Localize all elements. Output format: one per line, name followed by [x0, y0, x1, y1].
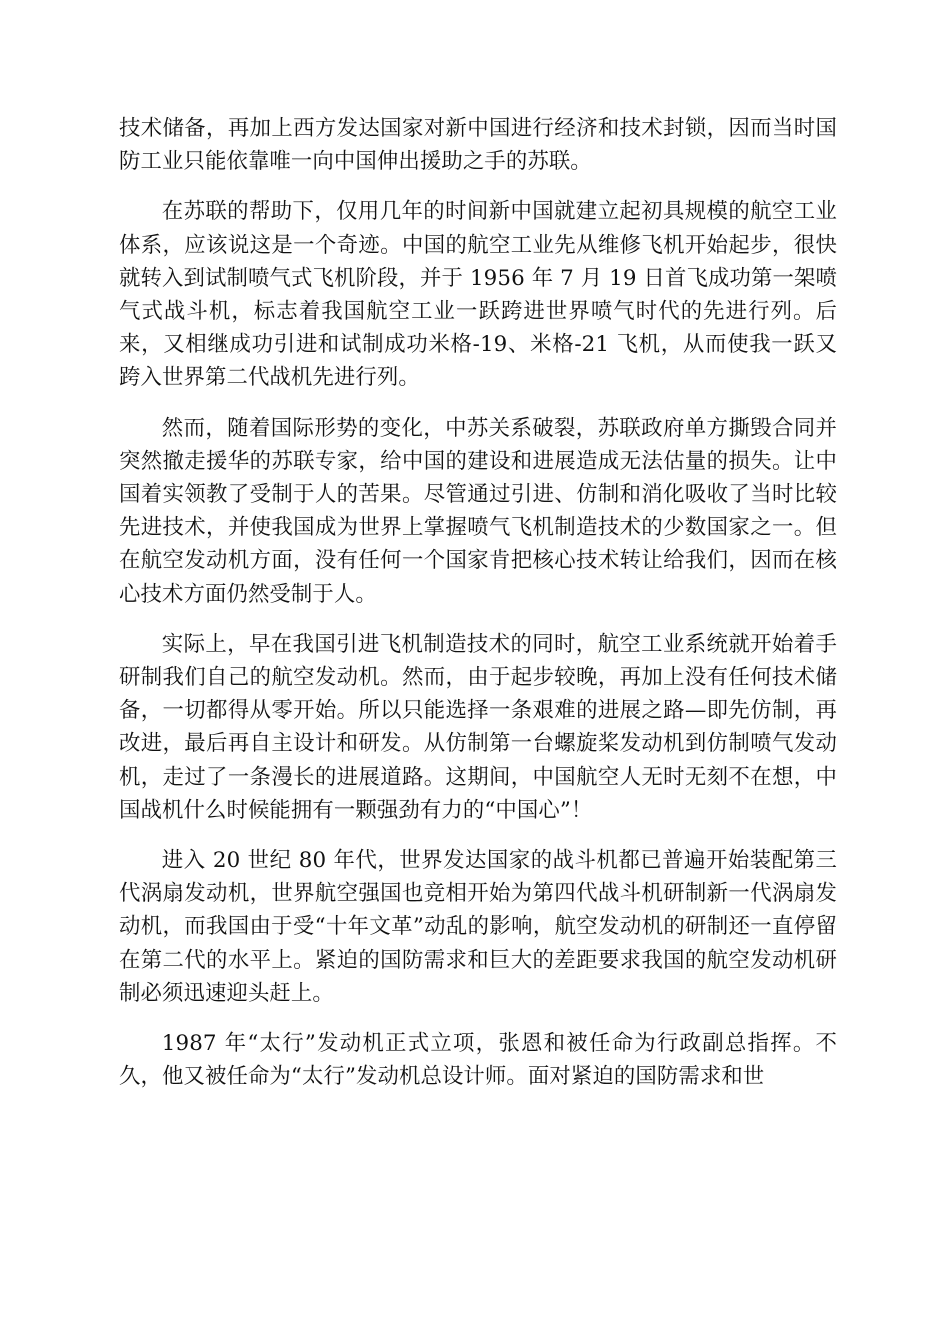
- paragraph-6: 1987 年“太行”发动机正式立项，张恩和被任命为行政副总指挥。不久，他又被任命为“太行”发动机总设计师。面对紧迫的国防需求和世: [119, 1031, 837, 1090]
- paragraph-1: 技术储备，再加上西方发达国家对新中国进行经济和技术封锁，因而当时国防工业只能依靠唯一向中国伸出援助之手的苏联。: [119, 116, 837, 175]
- paragraph-4: 实际上，早在我国引进飞机制造技术的同时，航空工业系统就开始着手研制我们自己的航空发动机。然而，由于起步较晚，再加上没有任何技术储备，一切都得从零开始。所以只能选择一条艰难的进展之路—即先仿制，再改进，最后再自主设计和研发。从仿制第一台螺旋桨发动机到仿制喷气发动机，走过了一条漫长的进展道路。这期间，中国航空人无时无刻不在想，中国战机什么时候能拥有一颗强劲有力的“中国心”！: [119, 631, 837, 823]
- document-body: [119, 112, 837, 1110]
- paragraph-3: 然而，随着国际形势的变化，中苏关系破裂，苏联政府单方撕毁合同并突然撤走援华的苏联专家，给中国的建设和进展造成无法估量的损失。让中国着实领教了受制于人的苦果。尽管通过引进、仿制和消化吸收了当时比较先进技术，并使我国成为世界上掌握喷气飞机制造技术的少数国家之一。但在航空发动机方面，没有任何一个国家肯把核心技术转让给我们，因而在核心技术方面仍然受制于人。: [119, 415, 837, 607]
- paragraph-5: 进入 20 世纪 80 年代，世界发达国家的战斗机都已普遍开始装配第三代涡扇发动机，世界航空强国也竞相开始为第四代战斗机研制新一代涡扇发动机，而我国由于受“十年文革”动乱的影响，航空发动机的研制还一直停留在第二代的水平上。紧迫的国防需求和巨大的差距要求我国的航空发动机研制必须迅速迎头赶上。: [119, 848, 837, 1006]
- paragraph-2: 在苏联的帮助下，仅用几年的时间新中国就建立起初具规模的航空工业体系，应该说这是一个奇迹。中国的航空工业先从维修飞机开始起步，很快就转入到试制喷气式飞机阶段，并于 1956 年 7 月 19 日首飞成功第一架喷气式战斗机，标志着我国航空工业一跃跨进世界喷气时代的先进行列。后来，又相继成功引进和试制成功米格-19、米格-21 飞机，从而使我一跃又跨入世界第二代战机先进行列。: [119, 199, 837, 391]
